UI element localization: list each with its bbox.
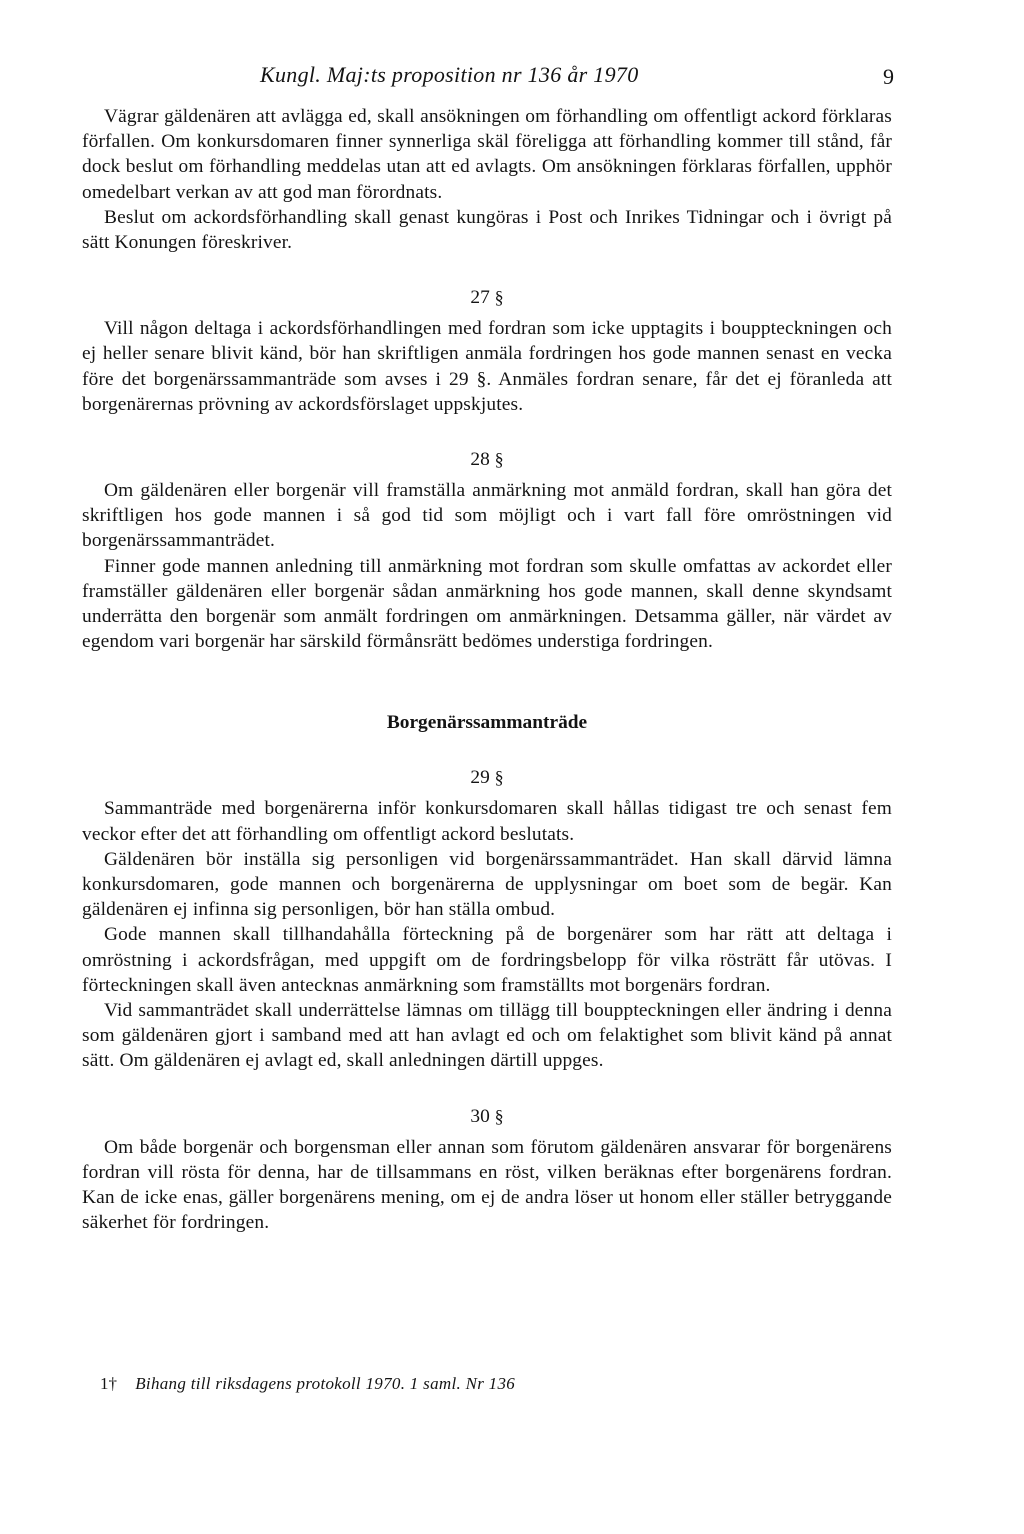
paragraph: Sammanträde med borgenärerna inför konkursdomaren skall hållas tidigast tre och senast fem veckor efter det att förhandling om offentligt ackord beslutats. bbox=[82, 798, 892, 845]
running-title: Kungl. Maj:ts proposition nr 136 år 1970 bbox=[260, 62, 639, 87]
section-sign: § bbox=[494, 449, 504, 470]
section-number bbox=[82, 1104, 892, 1129]
intro-text bbox=[82, 104, 892, 255]
paragraph: Finner gode mannen anledning till anmärkning mot fordran som skulle omfattas av ackordet eller framställer gäldenären eller borgenär sådan anmärkning hos gode mannen, skall denne skyndsamt underrätta den borgenär som anmält fordringen om anmärkningen. Detsamma gäller, när värdet av egendom vari borgenär har särskild förmånsrätt bedömes understiga fordringen. bbox=[82, 555, 892, 653]
paragraph: Om gäldenären eller borgenär vill framställa anmärkning mot anmäld fordran, skall han göra det skriftligen hos gode mannen i så god tid som möjligt och i vart fall före omröstningen vid borgenärssammanträdet. bbox=[82, 480, 892, 552]
section-30 bbox=[82, 1104, 892, 1236]
section-number-value: 28 bbox=[470, 449, 490, 471]
section-number-value: 29 bbox=[470, 767, 490, 789]
section-number bbox=[82, 447, 892, 472]
section-number bbox=[82, 765, 892, 790]
section-sign: § bbox=[494, 1105, 504, 1126]
running-header bbox=[82, 62, 892, 104]
page-footer bbox=[100, 1374, 515, 1394]
chapter-heading: Borgenärssammanträde bbox=[386, 712, 588, 734]
page-number: 9 bbox=[883, 64, 894, 89]
paragraph: Beslut om ackordsförhandling skall genast kungöras i Post och Inrikes Tidningar och i övrigt på sätt Konungen föreskriver. bbox=[82, 206, 892, 254]
section-sign: § bbox=[494, 287, 504, 308]
section-sign: § bbox=[494, 767, 504, 788]
section-29 bbox=[82, 765, 892, 1073]
section-27 bbox=[82, 285, 892, 417]
footer-reference: Bihang till riksdagens protokoll 1970. 1 saml. Nr 136 bbox=[135, 1374, 516, 1393]
section-number-value: 30 bbox=[470, 1105, 490, 1127]
section-28 bbox=[82, 447, 892, 654]
section-number bbox=[82, 285, 892, 310]
paragraph: Om både borgenär och borgensman eller annan som förutom gäldenären ansvarar för borgenärens fordran vill rösta för denna, har de tillsammans en röst, vilken beräknas efter borgenärens fordran. Kan de icke enas, gäller borgenärens mening, om ej de andra löser ut honom eller ställer betryggande säkerhet för fordringen. bbox=[82, 1136, 892, 1234]
paragraph: Vid sammanträdet skall underrättelse lämnas om tillägg till bouppteckningen eller ändring i denna som gäldenären gjort i samband med att han avlagt ed och om felaktighet som blivit känd på annat sätt. Om gäldenären ej avlagt ed, skall anledningen därtill uppges. bbox=[82, 1000, 892, 1072]
paragraph: Gäldenären bör inställa sig personligen vid borgenärssammanträdet. Han skall därvid lämna konkursdomaren, gode mannen och borgenärerna de upplysningar om boet som de begär. Kan gäldenären ej infinna sig personligen, bör han ställa ombud. bbox=[82, 848, 892, 921]
paragraph: Vägrar gäldenären att avlägga ed, skall ansökningen om förhandling om offentligt ackord förklaras förfallen. Om konkursdomaren finner synnerliga skäl föreligga att förhandling kommer till stånd, får dock beslut om förhandling meddelas utan att ed avlagts. Om ansökningen förklaras förfallen, upphör omedelbart verkan av att god man förordnats. bbox=[82, 106, 892, 203]
document-page bbox=[82, 62, 892, 1236]
paragraph: Vill någon deltaga i ackordsförhandlingen med fordran som icke upptagits i bouppteckningen och ej heller senare blivit känd, bör han skriftligen anmäla fordringen hos gode mannen senast en vecka före det borgenärssammanträde som avses i 29 §. Anmäles fordran senare, får det ej föranleda att borgenärernas prövning av ackordsförslaget uppskjutes. bbox=[82, 318, 892, 415]
section-number-value: 27 bbox=[470, 287, 490, 309]
printer-signature: 1† bbox=[100, 1374, 117, 1393]
paragraph: Gode mannen skall tillhandahålla förteckning på de borgenärer som har rätt att deltaga i omröstning i ackordsfrågan, med uppgift om de fordringsbelopp för vilka rösträtt får utövas. I förteckningen skall även antecknas anmärkning som framställts mot borgenärs fordran. bbox=[82, 924, 892, 996]
